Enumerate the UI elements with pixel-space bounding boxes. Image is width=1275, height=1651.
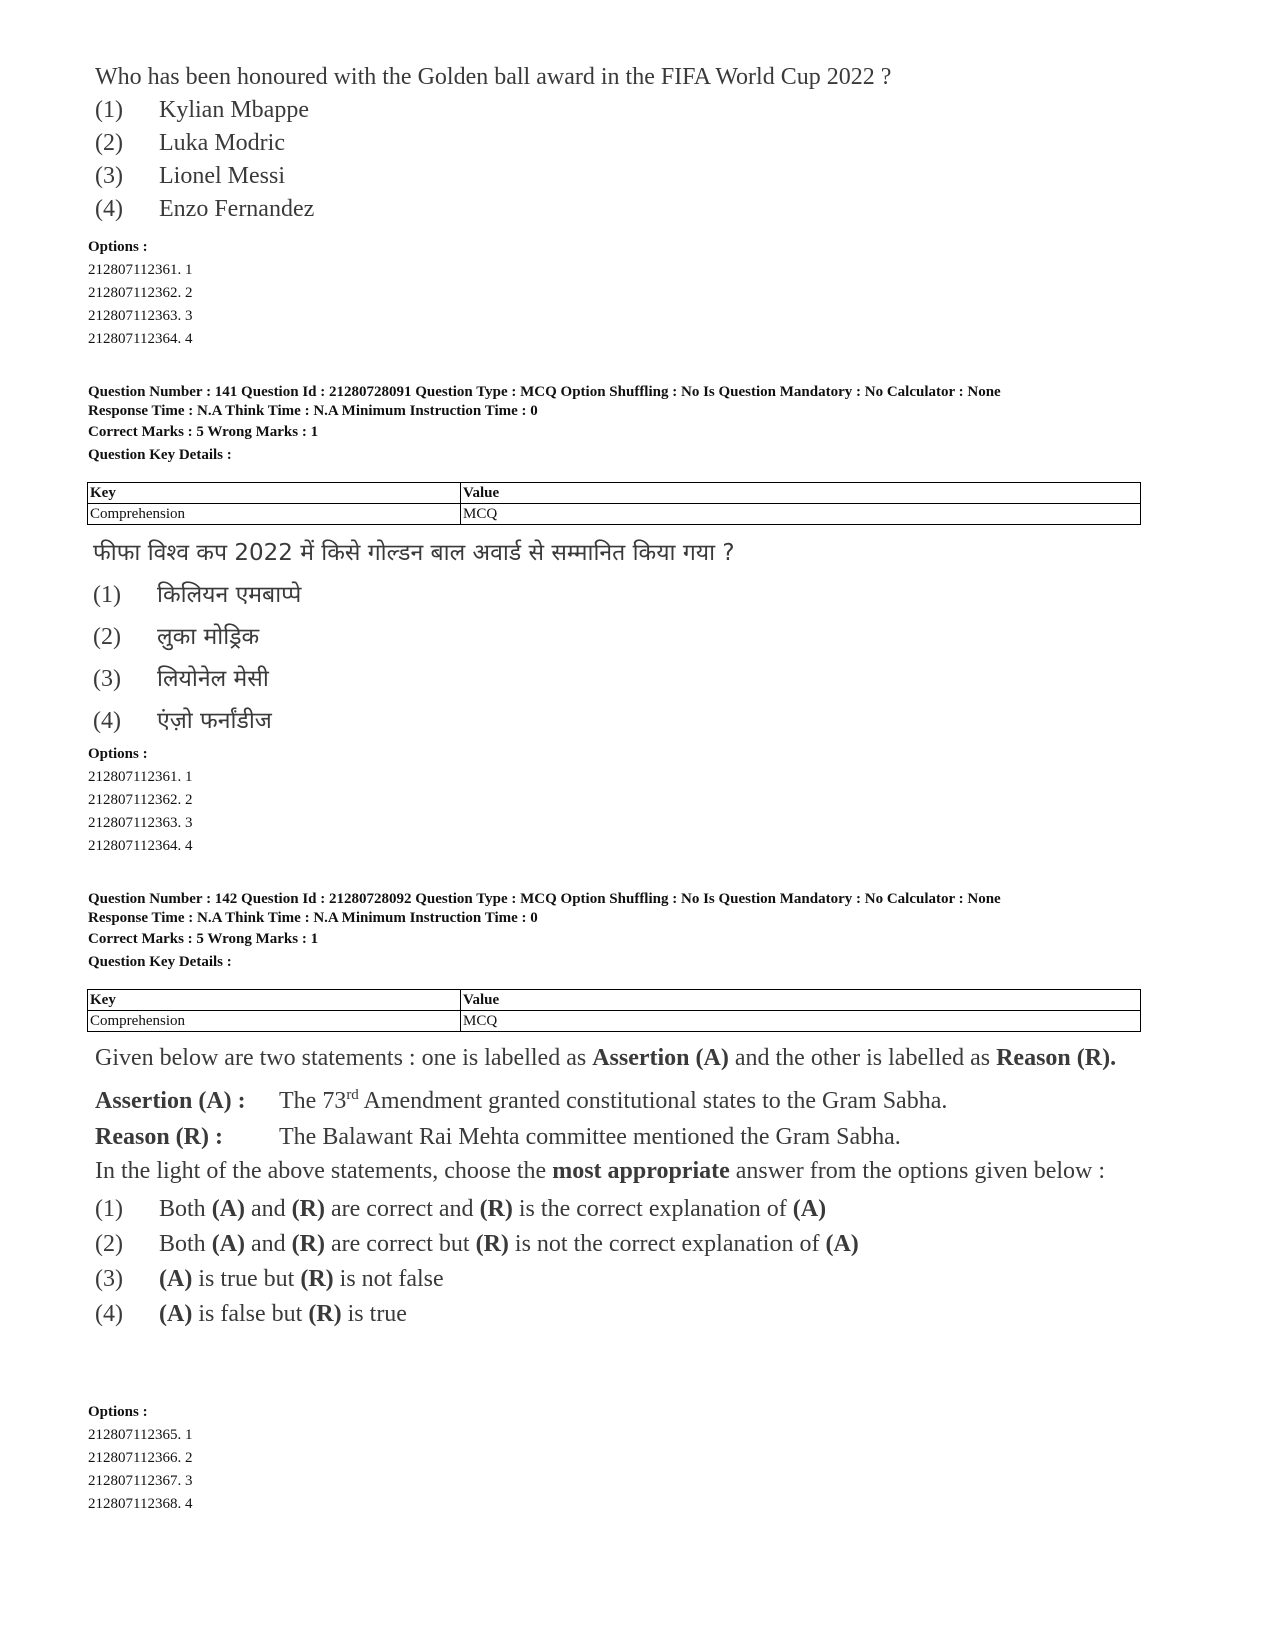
- option-text: Enzo Fernandez: [159, 196, 315, 222]
- key-details-label: Question Key Details :: [88, 447, 232, 463]
- option-text: Kylian Mbappe: [159, 97, 309, 123]
- options-list: [88, 1401, 192, 1516]
- option-bold: (R): [291, 1231, 325, 1257]
- option-bold: (R): [300, 1266, 334, 1292]
- options-list: [88, 743, 192, 858]
- option-number: (4): [95, 1301, 123, 1327]
- option-id: 212807112366. 2: [88, 1450, 193, 1466]
- key-details-label: Question Key Details :: [88, 954, 232, 970]
- option-bold: (A): [159, 1266, 193, 1292]
- option-number: (1): [95, 97, 123, 123]
- question-text: फीफा विश्व कप 2022 में किसे गोल्डन बाल अवार्ड से सम्मानित किया गया ?: [93, 540, 735, 566]
- option-bold: (R): [308, 1301, 342, 1327]
- answer-option: [95, 1192, 1147, 1227]
- option-id: 212807112362. 2: [88, 792, 193, 808]
- option-id: 212807112365. 1: [88, 1427, 193, 1443]
- question-instruction: [95, 1157, 1147, 1186]
- option-bold: (A): [825, 1231, 859, 1257]
- answer-option: [95, 160, 891, 193]
- question-intro: [95, 1044, 1147, 1073]
- answer-options: [95, 94, 891, 226]
- option-text: is not the correct explanation of: [508, 1231, 826, 1257]
- option-id: 212807112363. 3: [88, 308, 193, 324]
- question-header-141: [88, 383, 1001, 467]
- options-label: Options :: [88, 746, 148, 762]
- intro-bold: Assertion (A): [592, 1045, 729, 1071]
- option-number: (1): [95, 1196, 123, 1222]
- option-text: are correct but: [325, 1231, 476, 1257]
- option-id: 212807112362. 2: [88, 285, 193, 301]
- table-header-value: Value: [461, 990, 1141, 1011]
- option-bold: (R): [479, 1196, 513, 1222]
- table-cell-key: Comprehension: [88, 1011, 461, 1032]
- option-text: are correct and: [325, 1196, 480, 1222]
- answer-option: [95, 1227, 1147, 1262]
- question-header-142: [88, 890, 1001, 974]
- option-bold: (A): [792, 1196, 827, 1222]
- option-text: is not false: [333, 1266, 444, 1292]
- reason-text: The Balawant Rai Mehta committee mentioned the Gram Sabha.: [279, 1124, 901, 1150]
- instruction-text: In the light of the above statements, choose the: [95, 1158, 547, 1184]
- marks-line: Correct Marks : 5 Wrong Marks : 1: [88, 931, 319, 947]
- marks-line: Correct Marks : 5 Wrong Marks : 1: [88, 424, 319, 440]
- option-id: 212807112367. 3: [88, 1473, 193, 1489]
- option-number: (2): [95, 130, 123, 156]
- table-cell-value: MCQ: [461, 504, 1141, 525]
- question-text: Who has been honoured with the Golden ball award in the FIFA World Cup 2022 ?: [95, 64, 892, 90]
- question-key-table: [87, 989, 1141, 1032]
- answer-option: [95, 193, 891, 226]
- assertion-superscript: rd: [346, 1087, 359, 1103]
- question-key-table: [87, 482, 1141, 525]
- question-meta-line: Question Number : 141 Question Id : 21280728091 Question Type : MCQ Option Shuffling : No Is Question Mandatory : No Calculator : None: [88, 384, 1001, 400]
- option-id: 212807112363. 3: [88, 815, 193, 831]
- question-block-fifa-english: [95, 62, 891, 226]
- answer-option: [93, 700, 735, 742]
- answer-option: [93, 574, 735, 616]
- option-text: Lionel Messi: [159, 163, 285, 189]
- reason-label: Reason (R) :: [95, 1124, 223, 1150]
- instruction-text: answer from the options given below :: [735, 1158, 1106, 1184]
- option-text: लुका मोड्रिक: [157, 624, 260, 650]
- option-id: 212807112361. 1: [88, 262, 193, 278]
- option-text: is the correct explanation of: [512, 1196, 793, 1222]
- assertion-text-pre: The 73: [279, 1088, 347, 1114]
- intro-text: Given below are two statements : one is labelled as: [95, 1045, 587, 1071]
- option-bold: (R): [475, 1231, 509, 1257]
- answer-options: [93, 574, 735, 742]
- options-label: Options :: [88, 1404, 148, 1420]
- option-bold: (A): [211, 1196, 246, 1222]
- question-block-assertion-reason: [95, 1044, 1147, 1332]
- table-header-key: Key: [88, 990, 461, 1011]
- answer-option: [93, 616, 735, 658]
- option-number: (3): [95, 163, 123, 189]
- option-text: लियोनेल मेसी: [157, 666, 269, 692]
- options-label: Options :: [88, 239, 148, 255]
- option-bold: (R): [291, 1196, 325, 1222]
- answer-option: [95, 94, 891, 127]
- assertion-label: Assertion (A) :: [95, 1088, 246, 1114]
- table-cell-value: MCQ: [461, 1011, 1141, 1032]
- option-bold: (A): [159, 1301, 193, 1327]
- intro-bold: Reason (R).: [996, 1045, 1117, 1071]
- intro-text: and the other is labelled as: [734, 1045, 991, 1071]
- option-number: (4): [95, 196, 123, 222]
- answer-options: [95, 1192, 1147, 1332]
- option-id: 212807112364. 4: [88, 838, 193, 854]
- option-text: Both: [159, 1196, 212, 1222]
- reason-statement: [95, 1119, 1147, 1155]
- options-list: [88, 236, 192, 351]
- option-text: is false but: [192, 1301, 309, 1327]
- assertion-statement: [95, 1077, 1147, 1119]
- option-number: (1): [93, 582, 121, 608]
- table-cell-key: Comprehension: [88, 504, 461, 525]
- option-number: (3): [93, 666, 121, 692]
- answer-option: [95, 1297, 1147, 1332]
- option-number: (2): [93, 624, 121, 650]
- question-block-fifa-hindi: [93, 538, 735, 742]
- option-id: 212807112368. 4: [88, 1496, 193, 1512]
- answer-option: [95, 127, 891, 160]
- table-header-key: Key: [88, 483, 461, 504]
- option-text: and: [245, 1196, 292, 1222]
- assertion-text-post: Amendment granted constitutional states to the Gram Sabha.: [358, 1088, 948, 1114]
- table-header-value: Value: [461, 483, 1141, 504]
- option-text: Both: [159, 1231, 212, 1257]
- answer-option: [93, 658, 735, 700]
- option-text: and: [245, 1231, 292, 1257]
- option-bold: (A): [211, 1231, 246, 1257]
- option-text: is true: [341, 1301, 407, 1327]
- option-text: Luka Modric: [159, 130, 285, 156]
- question-meta-line: Question Number : 142 Question Id : 21280728092 Question Type : MCQ Option Shuffling : No Is Question Mandatory : No Calculator : None: [88, 891, 1001, 907]
- option-number: (3): [95, 1266, 123, 1292]
- question-meta-line: Response Time : N.A Think Time : N.A Minimum Instruction Time : 0: [88, 910, 538, 926]
- answer-option: [95, 1262, 1147, 1297]
- option-id: 212807112361. 1: [88, 769, 193, 785]
- option-text: किलियन एमबाप्पे: [157, 582, 302, 608]
- option-id: 212807112364. 4: [88, 331, 193, 347]
- question-meta-line: Response Time : N.A Think Time : N.A Minimum Instruction Time : 0: [88, 403, 538, 419]
- option-text: is true but: [192, 1266, 301, 1292]
- option-text: एंज़ो फर्नांडीज: [157, 708, 272, 734]
- instruction-bold: most appropriate: [552, 1158, 730, 1184]
- option-number: (4): [93, 708, 121, 734]
- option-number: (2): [95, 1231, 123, 1257]
